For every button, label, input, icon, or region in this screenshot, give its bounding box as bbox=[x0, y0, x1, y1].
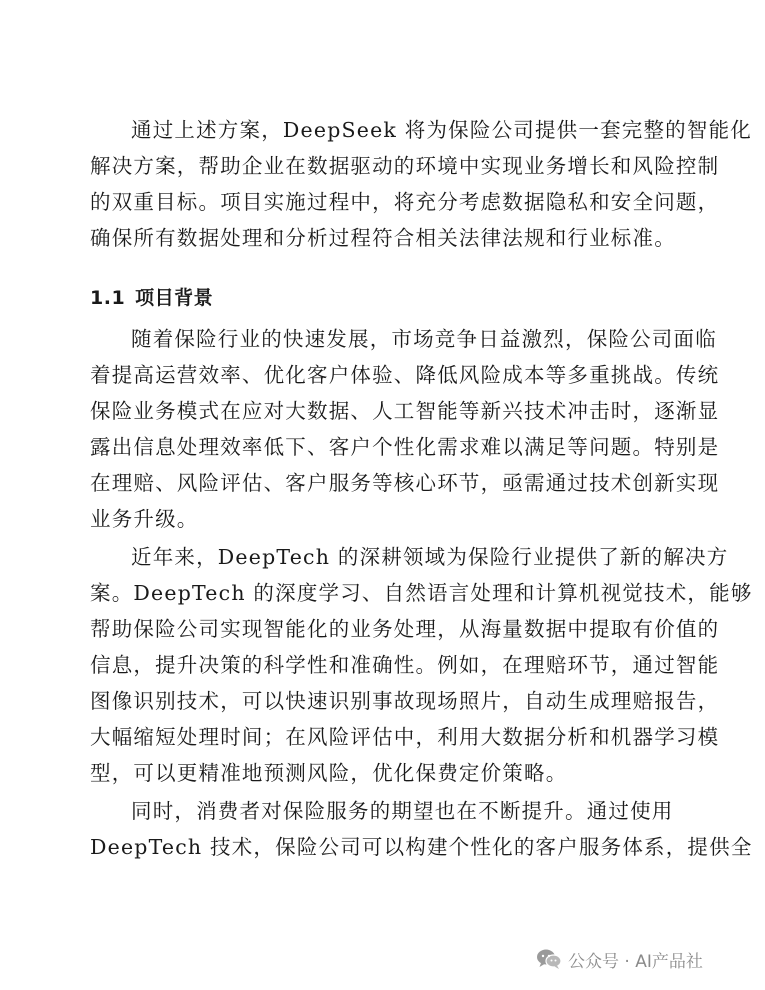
intro-line-2: 解决方案，帮助企业在数据驱动的环境中实现业务增长和风险控制 bbox=[90, 154, 720, 178]
paragraph-2-line-5: 图像识别技术，可以快速识别事故现场照片，自动生成理赔报告， bbox=[90, 689, 720, 713]
paragraph-1-line-4: 露出信息处理效率低下、客户个性化需求难以满足等问题。特别是 bbox=[90, 435, 720, 459]
paragraph-1-line-2: 着提高运营效率、优化客户体验、降低风险成本等多重挑战。传统 bbox=[90, 363, 720, 387]
paragraph-2-line-4: 信息，提升决策的科学性和准确性。例如，在理赔环节，通过智能 bbox=[90, 653, 720, 677]
section-title: 项目背景 bbox=[135, 287, 214, 309]
paragraph-2-line-1: 近年来，DeepTech 的深耕领域为保险行业提供了新的解决方 bbox=[131, 545, 729, 569]
paragraph-2-line-7: 型，可以更精准地预测风险，优化保费定价策略。 bbox=[90, 761, 568, 785]
watermark bbox=[536, 945, 703, 973]
paragraph-1-line-1: 随着保险行业的快速发展，市场竞争日益激烈，保险公司面临 bbox=[131, 327, 717, 351]
watermark-text: 公众号 · AI产品社 bbox=[568, 951, 703, 972]
paragraph-2-line-3: 帮助保险公司实现智能化的业务处理，从海量数据中提取有价值的 bbox=[90, 617, 720, 641]
paragraph-1-line-5: 在理赔、风险评估、客户服务等核心环节，亟需通过技术创新实现 bbox=[90, 471, 720, 495]
intro-line-4: 确保所有数据处理和分析过程符合相关法律法规和行业标准。 bbox=[90, 226, 676, 250]
paragraph-3-line-2: DeepTech 技术，保险公司可以构建个性化的客户服务体系，提供全 bbox=[90, 835, 753, 859]
section-number: 1.1 bbox=[90, 287, 126, 309]
intro-line-3: 的双重目标。项目实施过程中，将充分考虑数据隐私和安全问题， bbox=[90, 190, 720, 214]
paragraph-3-line-1: 同时，消费者对保险服务的期望也在不断提升。通过使用 bbox=[131, 799, 674, 823]
paragraph-2-line-2: 案。DeepTech 的深度学习、自然语言处理和计算机视觉技术，能够 bbox=[90, 581, 753, 605]
section-heading bbox=[90, 283, 213, 313]
wechat-icon bbox=[536, 948, 562, 970]
paragraph-2-line-6: 大幅缩短处理时间；在风险评估中，利用大数据分析和机器学习模 bbox=[90, 725, 720, 749]
paragraph-1-line-6: 业务升级。 bbox=[90, 507, 199, 531]
paragraph-1-line-3: 保险业务模式在应对大数据、人工智能等新兴技术冲击时，逐渐显 bbox=[90, 399, 720, 423]
intro-line-1: 通过上述方案，DeepSeek 将为保险公司提供一套完整的智能化 bbox=[131, 118, 752, 142]
